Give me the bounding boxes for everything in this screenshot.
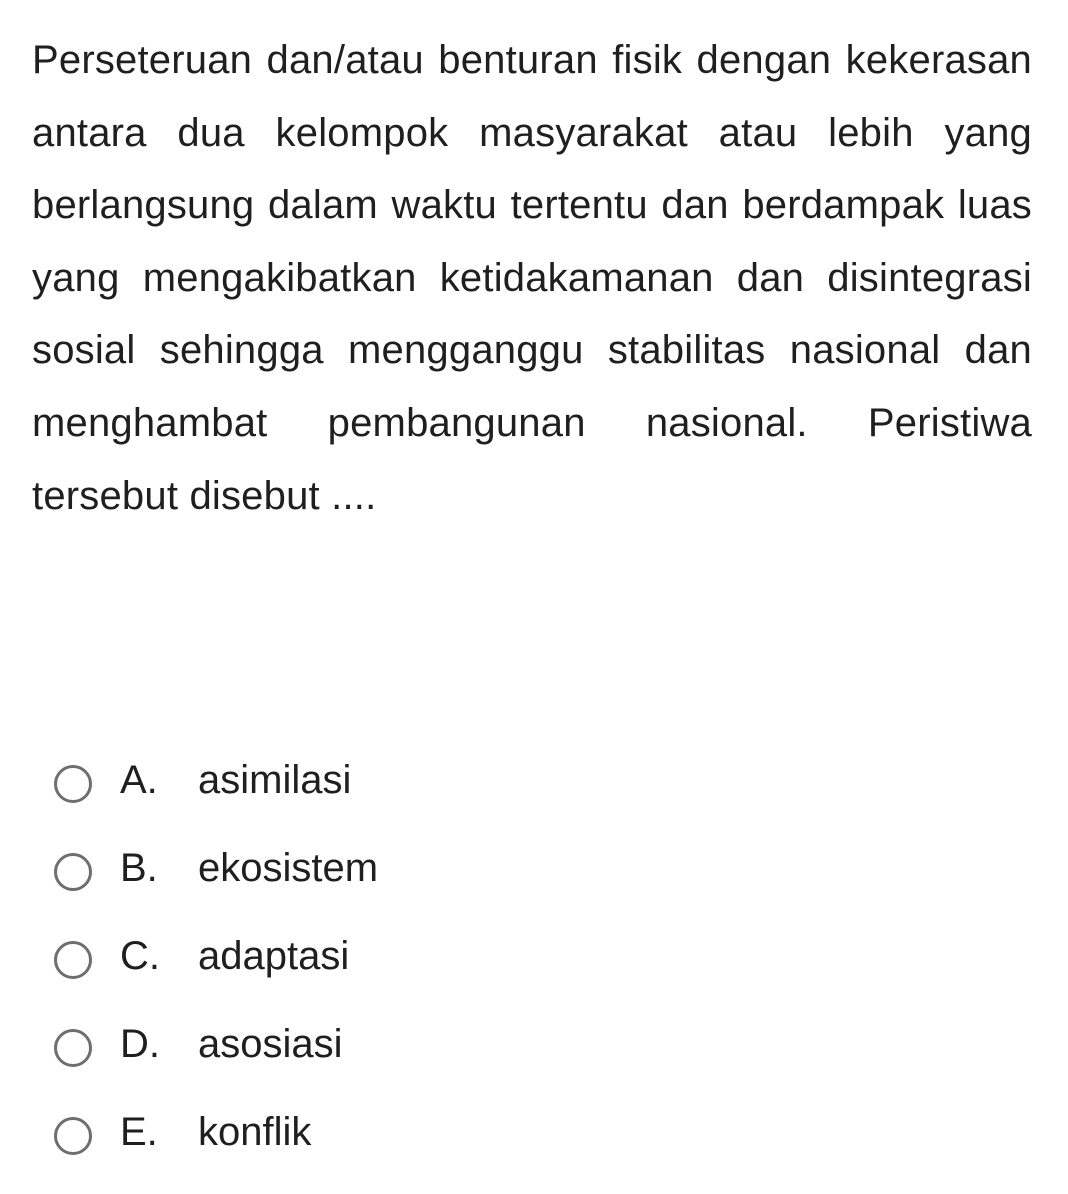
radio-button-a[interactable]	[54, 765, 92, 803]
option-text-a: asimilasi	[198, 757, 352, 802]
radio-button-c[interactable]	[54, 941, 92, 979]
option-letter-b: B.	[120, 845, 158, 890]
option-b[interactable]	[54, 824, 378, 912]
option-letter-c: C.	[120, 933, 160, 978]
option-e[interactable]	[54, 1088, 378, 1176]
option-d[interactable]	[54, 1000, 378, 1088]
radio-button-b[interactable]	[54, 853, 92, 891]
option-a[interactable]	[54, 736, 378, 824]
radio-button-d[interactable]	[54, 1029, 92, 1067]
radio-button-e[interactable]	[54, 1117, 92, 1155]
option-c[interactable]	[54, 912, 378, 1000]
option-text-e: konflik	[198, 1109, 312, 1154]
answer-options	[54, 736, 378, 1176]
option-letter-a: A.	[120, 757, 158, 802]
option-letter-d: D.	[120, 1021, 160, 1066]
option-text-b: ekosistem	[198, 845, 379, 890]
option-text-d: asosiasi	[198, 1021, 343, 1066]
option-text-c: adaptasi	[198, 933, 350, 978]
option-letter-e: E.	[120, 1109, 158, 1154]
question-text: Perseteruan dan/atau benturan fisik dengan kekerasan antara dua kelompok masyarakat atau lebih yang berlangsung dalam waktu tertentu dan berdampak luas yang mengakibatkan ketidakamanan dan disintegrasi sosial sehingga mengganggu stabilitas nasional dan menghambat pembangunan nasional. Peristiwa tersebut disebut ....	[32, 38, 1032, 518]
